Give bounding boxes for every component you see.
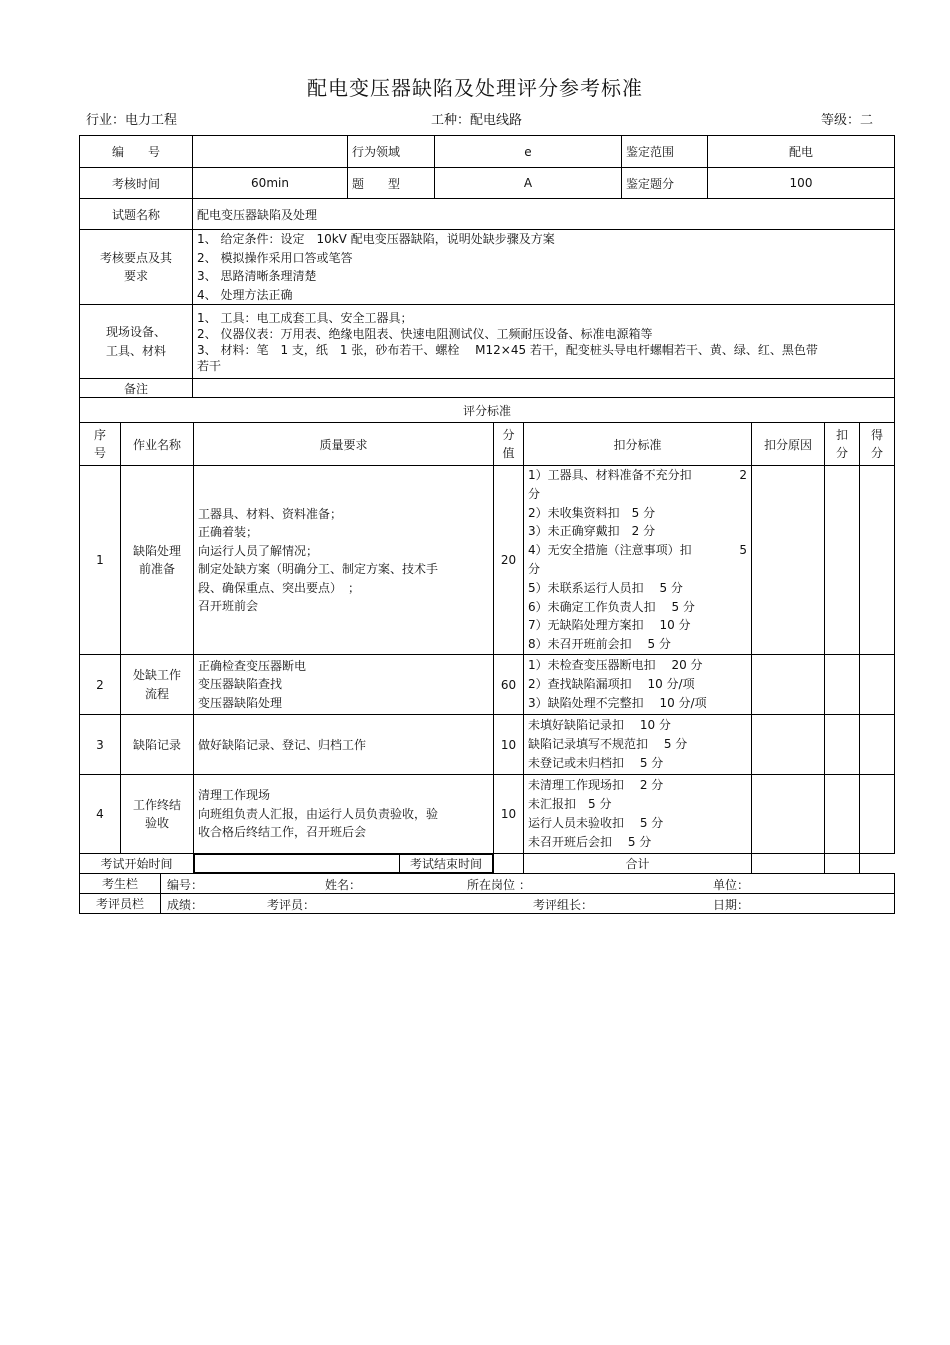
exam-result: 成绩： — [167, 898, 204, 912]
candidate-fields — [161, 874, 895, 894]
point-item: 3、 思路清晰条理清楚 — [197, 269, 317, 283]
points-list — [193, 230, 895, 305]
deduct-header: 扣 分 — [825, 423, 860, 466]
row-get — [860, 466, 895, 655]
exam-start-value — [194, 854, 493, 873]
point-item: 2、 模拟操作采用口答或笔答 — [197, 250, 353, 265]
work-type-label: 工种：配电线路 — [431, 113, 523, 128]
equipment-item: 3、 材料：笔 1 支，纸 1 张，砂布若干、螺栓 M12×45 若干，配变桩头导电杆螺帽若干、黄、绿、红、黑色带 — [197, 342, 818, 357]
row-value: 20 — [494, 466, 524, 655]
row-reason — [752, 715, 825, 775]
row-reason — [752, 466, 825, 655]
row-get — [860, 715, 895, 775]
total-deduct — [752, 854, 825, 874]
row-criteria: 1）工器具、材料准备不充分扣 2 分 2）未收集资料扣 5 分 3）未正确穿戴扣 2 分 4）无安全措施（注意事项）扣 5 分 5）未联系运行人员扣 5 分 6）未确定工作负责人扣 5 分 7）无缺陷处理方案扣 10 分 8）未召开班前会扣 5 分 — [524, 466, 752, 655]
table-row — [80, 775, 895, 854]
score-label: 鉴定题分 — [622, 168, 708, 199]
get-header: 得 分 — [860, 423, 895, 466]
name-value: 配电变压器缺陷及处理 — [193, 199, 895, 230]
signature-table — [79, 873, 895, 914]
behavior-value: e — [435, 136, 622, 168]
points-label: 考核要点及其 要求 — [80, 230, 193, 305]
equipment-item: 若干 — [197, 358, 222, 373]
number-label: 编 号 — [80, 136, 193, 168]
row-seq: 3 — [80, 715, 121, 775]
total-get — [825, 854, 860, 874]
quality-header: 质量要求 — [194, 423, 494, 466]
name-label: 试题名称 — [80, 199, 193, 230]
row-seq: 1 — [80, 466, 121, 655]
candidate-number: 编号： — [167, 878, 204, 892]
candidate-label: 考生栏 — [80, 874, 161, 894]
examiner-label: 考评员栏 — [80, 894, 161, 914]
candidate-unit: 单位： — [713, 878, 750, 892]
behavior-label: 行为领域 — [348, 136, 435, 168]
remark-value — [193, 379, 895, 398]
page-title: 配电变压器缺陷及处理评分参考标准 — [307, 76, 643, 100]
row-get — [860, 655, 895, 715]
row-seq: 2 — [80, 655, 121, 715]
exam-end-value — [494, 854, 524, 874]
industry-label: 行业：电力工程 — [86, 113, 178, 128]
task-header: 作业名称 — [121, 423, 194, 466]
table-row — [80, 715, 895, 775]
remark-label: 备注 — [80, 379, 193, 398]
type-value: A — [435, 168, 622, 199]
exam-end-label: 考试结束时间 — [399, 855, 492, 872]
row-deduct — [825, 775, 860, 854]
examiner-fields — [161, 894, 895, 914]
row-get — [860, 775, 895, 854]
row-value: 10 — [494, 715, 524, 775]
score-value: 100 — [708, 168, 895, 199]
row-quality: 清理工作现场 向班组负责人汇报，由运行人员负责验收，验 收合格后终结工作，召开班后会 — [194, 775, 494, 854]
row-reason — [752, 775, 825, 854]
time-label: 考核时间 — [80, 168, 193, 199]
row-value: 60 — [494, 655, 524, 715]
row-deduct — [825, 466, 860, 655]
row-seq: 4 — [80, 775, 121, 854]
row-criteria: 未填好缺陷记录扣 10 分 缺陷记录填写不规范扣 5 分 未登记或未归档扣 5 分 — [524, 715, 752, 775]
reason-header: 扣分原因 — [752, 423, 825, 466]
scoring-section-title: 评分标准 — [80, 398, 895, 423]
row-quality: 工器具、材料、资料准备； 正确着装； 向运行人员了解情况； 制定处缺方案（明确分工、制定方案、技术手 段、确保重点、突出要点） ； 召开班前会 — [194, 466, 494, 655]
table-row — [80, 655, 895, 715]
type-label: 题 型 — [348, 168, 435, 199]
scope-value: 配电 — [708, 136, 895, 168]
point-item: 4、 处理方法正确 — [197, 287, 293, 302]
time-value: 60min — [193, 168, 348, 199]
row-task: 工作终结 验收 — [121, 775, 194, 854]
table-row — [80, 466, 895, 655]
exam-start-label: 考试开始时间 — [80, 854, 194, 874]
equipment-list — [193, 305, 895, 379]
row-reason — [752, 655, 825, 715]
examiner-name: 考评员： — [267, 898, 316, 912]
row-task: 缺陷记录 — [121, 715, 194, 775]
candidate-post: 所在岗位 ： — [467, 878, 531, 892]
row-deduct — [825, 655, 860, 715]
criteria-header: 扣分标准 — [524, 423, 752, 466]
scoring-table — [79, 397, 895, 874]
row-quality: 做好缺陷记录、登记、归档工作 — [194, 715, 494, 775]
scope-label: 鉴定范围 — [622, 136, 708, 168]
equipment-item: 1、 工具：电工成套工具、安全工器具； — [197, 310, 413, 325]
level-label: 等级：二 — [821, 113, 874, 128]
equipment-item: 2、 仪器仪表：万用表、绝缘电阻表、快速电阻测试仪、工频耐压设备、标准电源箱等 — [197, 326, 653, 341]
total-label: 合计 — [524, 854, 752, 874]
row-quality: 正确检查变压器断电 变压器缺陷查找 变压器缺陷处理 — [194, 655, 494, 715]
row-criteria: 1）未检查变压器断电扣 20 分 2）查找缺陷漏项扣 10 分/项 3）缺陷处理不完整扣 10 分/项 — [524, 655, 752, 715]
row-task: 缺陷处理 前准备 — [121, 466, 194, 655]
leader-name: 考评组长： — [533, 898, 594, 912]
value-header: 分 值 — [494, 423, 524, 466]
number-value — [193, 136, 348, 168]
equipment-label: 现场设备、 工具、材料 — [80, 305, 193, 379]
point-item: 1、 给定条件：设定 10kV 配电变压器缺陷，说明处缺步骤及方案 — [197, 232, 555, 246]
candidate-name: 姓名： — [325, 878, 362, 892]
row-value: 10 — [494, 775, 524, 854]
row-task: 处缺工作 流程 — [121, 655, 194, 715]
row-deduct — [825, 715, 860, 775]
exam-info-table — [79, 135, 895, 398]
seq-header: 序 号 — [80, 423, 121, 466]
row-criteria: 未清理工作现场扣 2 分 未汇报扣 5 分 运行人员未验收扣 5 分 未召开班后会扣 5 分 — [524, 775, 752, 854]
exam-date: 日期： — [713, 898, 750, 912]
